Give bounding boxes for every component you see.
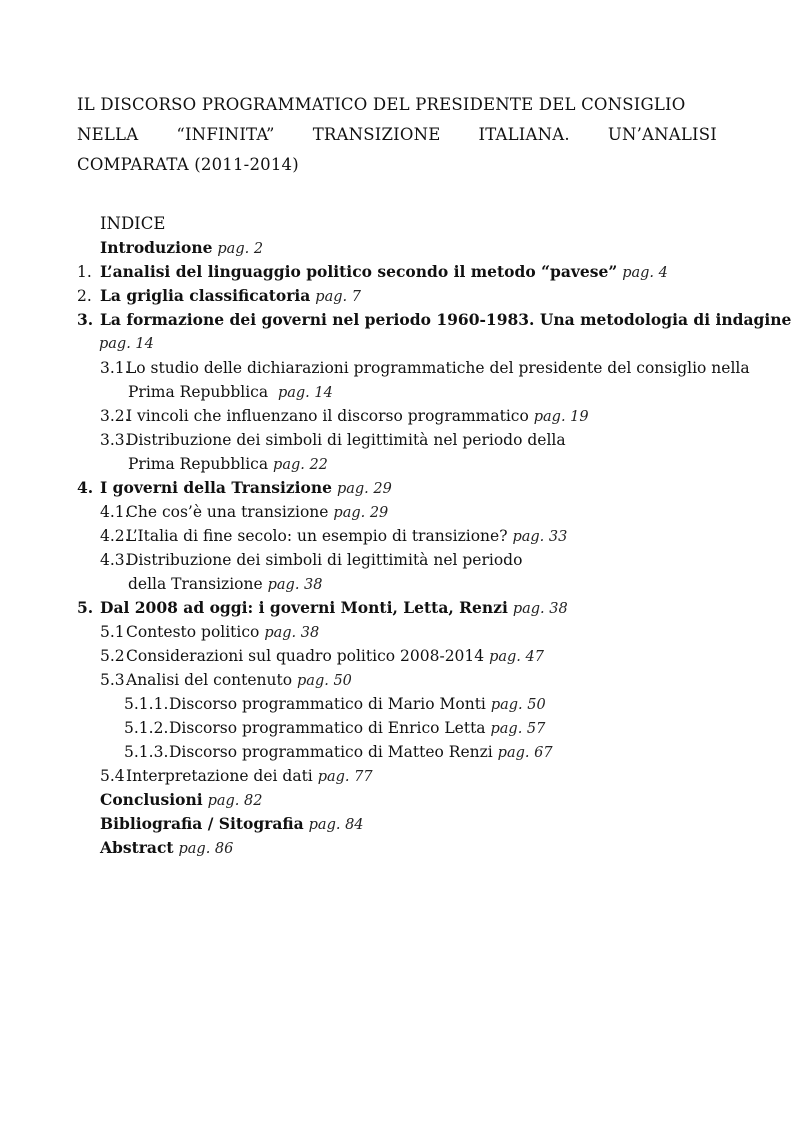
table-of-contents: [0, 212, 794, 860]
toc-entry-section-3-2: [0, 404, 794, 428]
toc-entry-section-5-4: [0, 764, 794, 788]
toc-label: Analisi del contenuto: [126, 671, 293, 689]
toc-label: L’Italia di fine secolo: un esempio di transizione?: [126, 527, 508, 545]
toc-number: 5.2: [100, 647, 125, 665]
toc-label: I vincoli che influenzano il discorso programmatico: [126, 407, 529, 425]
toc-entry-section-4-3-cont: [0, 572, 794, 596]
toc-entry-chapter-3-page: [0, 332, 794, 356]
toc-page: pag. 14: [99, 336, 154, 352]
toc-entry-bibliografia: [0, 812, 794, 836]
toc-number: 1.: [77, 263, 92, 281]
toc-entry-chapter-3: [0, 308, 794, 332]
title-word: “INFINITA”: [176, 125, 275, 144]
toc-number: 5.1.2.: [124, 719, 169, 737]
toc-number: 4.: [77, 478, 94, 497]
toc-label: Considerazioni sul quadro politico 2008-2014: [126, 647, 485, 665]
toc-entry-section-4-2: [0, 524, 794, 548]
title-word: NELLA: [77, 125, 139, 144]
toc-number: 3.3.: [100, 431, 130, 449]
toc-label: Distribuzione dei simboli di legittimità nel periodo: [126, 551, 523, 569]
toc-page: pag. 14: [277, 385, 333, 401]
toc-number: 3.2.: [100, 407, 130, 425]
document-title: [77, 90, 717, 180]
toc-entry-abstract: [0, 836, 794, 860]
toc-label: Discorso programmatico di Mario Monti: [169, 695, 486, 713]
title-line-1: IL DISCORSO PROGRAMMATICO DEL PRESIDENTE DEL CONSIGLIO: [77, 95, 686, 114]
toc-page: pag. 47: [489, 649, 544, 665]
toc-label: Abstract: [100, 838, 174, 857]
toc-label-cont: Prima Repubblica: [128, 455, 269, 473]
toc-label-cont: Prima Repubblica: [128, 383, 269, 401]
toc-entry-chapter-2: [0, 284, 794, 308]
toc-page: pag. 77: [317, 769, 373, 785]
toc-page: pag. 22: [273, 457, 328, 473]
toc-label: Distribuzione dei simboli di legittimità nel periodo della: [126, 431, 566, 449]
toc-entry-chapter-5: [0, 596, 794, 620]
toc-label: Lo studio delle dichiarazioni programmatiche del presidente del consiglio nella: [126, 359, 750, 377]
toc-label: Conclusioni: [100, 790, 203, 809]
toc-label: La formazione dei governi nel periodo 1960-1983. Una metodologia di indagine: [100, 310, 792, 329]
toc-number: 5.1.3.: [124, 743, 169, 761]
toc-page: pag. 29: [336, 481, 392, 497]
toc-number: 3.1.: [100, 359, 130, 377]
title-word: ITALIANA.: [478, 125, 570, 144]
toc-entry-section-3-3-cont: [0, 452, 794, 476]
toc-entry-section-5-3: [0, 668, 794, 692]
toc-label: Che cos’è una transizione: [126, 503, 329, 521]
toc-page: pag. 33: [512, 529, 568, 545]
toc-entry-section-5-1-1: [0, 692, 794, 716]
toc-label: Discorso programmatico di Matteo Renzi: [169, 743, 493, 761]
toc-label-cont: della Transizione: [128, 575, 263, 593]
toc-number: 4.3.: [100, 551, 130, 569]
toc-page: pag. 7: [315, 289, 361, 305]
toc-page: pag. 19: [533, 409, 589, 425]
toc-page: pag. 38: [512, 601, 568, 617]
toc-number: 5.1: [100, 623, 125, 641]
title-line-2: [77, 120, 717, 150]
toc-label: I governi della Transizione: [100, 478, 332, 497]
toc-entry-chapter-4: [0, 476, 794, 500]
toc-label: Bibliografia / Sitografia: [100, 814, 304, 833]
toc-page: pag. 57: [490, 721, 546, 737]
toc-label: L’analisi del linguaggio politico secondo il metodo “pavese”: [100, 262, 618, 281]
toc-page: pag. 50: [297, 673, 352, 689]
toc-page: pag. 82: [207, 793, 263, 809]
toc-page: pag. 38: [264, 625, 320, 641]
toc-entry-conclusioni: [0, 788, 794, 812]
toc-page: pag. 2: [217, 241, 264, 257]
toc-entry-section-3-1: [0, 356, 794, 380]
toc-label: Discorso programmatico di Enrico Letta: [169, 719, 486, 737]
toc-entry-section-4-1: [0, 500, 794, 524]
toc-page: pag. 50: [490, 697, 546, 713]
toc-entry-chapter-1: [0, 260, 794, 284]
title-word: TRANSIZIONE: [312, 125, 441, 144]
toc-page: pag. 38: [267, 577, 323, 593]
toc-number: 4.1.: [100, 503, 130, 521]
index-heading: INDICE: [100, 214, 166, 233]
toc-entry-section-5-1: [0, 620, 794, 644]
toc-number: 5.4: [100, 767, 125, 785]
title-line-3: COMPARATA (2011-2014): [77, 155, 299, 174]
toc-entry-section-5-1-3: [0, 740, 794, 764]
toc-entry-section-4-3: [0, 548, 794, 572]
toc-number: 3.: [77, 310, 94, 329]
toc-number: 2.: [77, 287, 92, 305]
index-heading-row: [0, 212, 794, 236]
toc-page: pag. 67: [497, 745, 553, 761]
toc-page: pag. 29: [333, 505, 389, 521]
toc-entry-introduzione: [0, 236, 794, 260]
toc-entry-section-3-1-cont: [0, 380, 794, 404]
toc-entry-section-3-3: [0, 428, 794, 452]
toc-page: pag. 84: [308, 817, 364, 833]
toc-label: Contesto politico: [126, 623, 260, 641]
toc-entry-section-5-2: [0, 644, 794, 668]
toc-label: La griglia classificatoria: [100, 286, 311, 305]
toc-label: Introduzione: [100, 238, 213, 257]
toc-entry-section-5-1-2: [0, 716, 794, 740]
toc-page: pag. 4: [622, 265, 668, 281]
toc-number: 5.: [77, 598, 94, 617]
toc-page: pag. 86: [178, 841, 234, 857]
title-word: UN’ANALISI: [607, 125, 717, 144]
toc-number: 4.2.: [100, 527, 130, 545]
toc-label: Dal 2008 ad oggi: i governi Monti, Letta, Renzi: [100, 598, 508, 617]
toc-label: Interpretazione dei dati: [126, 767, 313, 785]
toc-number: 5.3: [100, 671, 125, 689]
toc-number: 5.1.1.: [124, 695, 169, 713]
